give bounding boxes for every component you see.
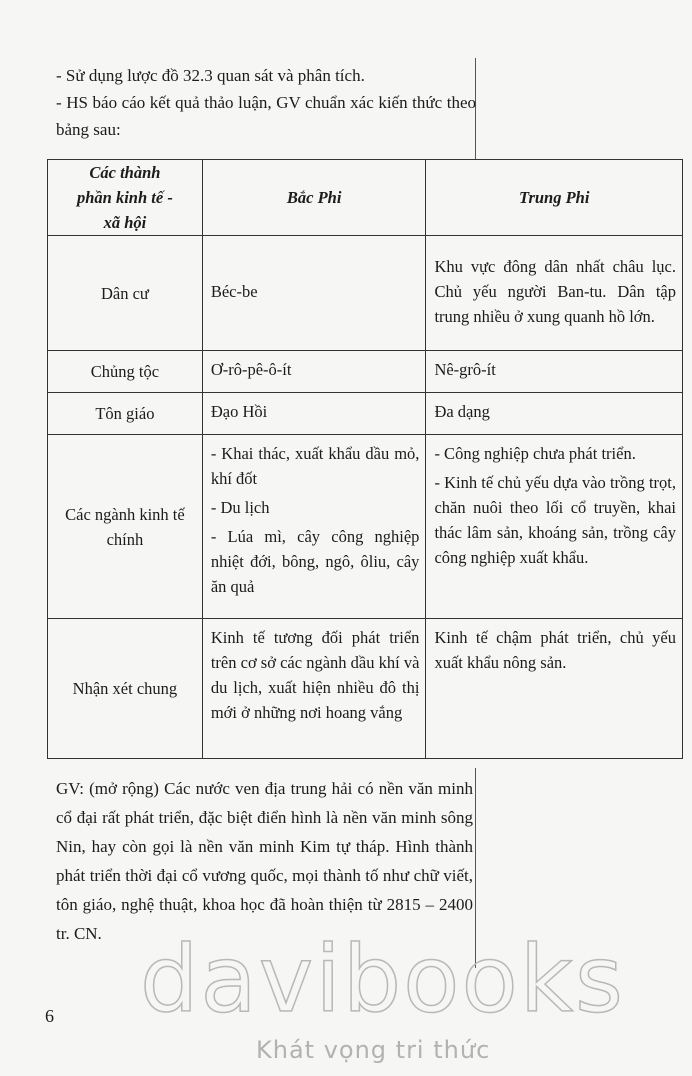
cell-text: Đa dạng — [434, 402, 490, 421]
header-bac-phi: Bắc Phi — [202, 160, 426, 236]
row-label: Dân cư — [48, 236, 203, 351]
cell-text: Ơ-rô-pê-ô-ít — [210, 360, 292, 379]
header-trung-phi: Trung Phi — [426, 160, 683, 236]
table-row — [48, 619, 683, 759]
trung-phi-cell — [426, 351, 683, 393]
bac-phi-cell — [202, 351, 426, 393]
cell-text: Đạo Hồi — [210, 402, 268, 421]
row-label: Nhận xét chung — [48, 619, 203, 759]
watermark-tagline: Khát vọng tri thức — [256, 1036, 491, 1064]
table-row — [48, 435, 683, 619]
table-row — [48, 393, 683, 435]
table-row — [48, 236, 683, 351]
bac-phi-cell — [202, 619, 426, 759]
trung-phi-cell — [426, 619, 683, 759]
cell-text: - Khai thác, xuất khẩu dầu mỏ, khí đốt — [210, 444, 420, 488]
cell-text: - Kinh tế chủ yếu dựa vào trồng trọt, chăn nuôi theo lối cổ truyền, khai thác lâm sản, khoáng sản, trồng cây công nghiệp xuất khẩu. — [434, 473, 676, 567]
cell-text: - Lúa mì, cây công nghiệp nhiệt đới, bông, ngô, ôliu, cây ăn quả — [210, 527, 420, 596]
cell-text: Kinh tế tương đối phát triển trên cơ sở các ngành dầu khí và du lịch, xuất hiện nhiều đô thị mới ở những nơi hoang vắng — [210, 628, 420, 722]
table-header-row — [48, 160, 683, 236]
watermark-logo: davibooks — [140, 926, 625, 1033]
page-number: 6 — [45, 1006, 54, 1026]
bac-phi-cell — [202, 236, 426, 351]
row-label: Tôn giáo — [48, 393, 203, 435]
cell-text: Béc-be — [210, 281, 258, 301]
trung-phi-cell — [426, 393, 683, 435]
intro-line-2: - HS báo cáo kết quả thảo luận, GV chuẩn xác kiến thức theo bảng sau: — [56, 93, 476, 139]
cell-text: Khu vực đông dân nhất châu lục. Chủ yếu người Ban-tu. Dân tập trung nhiều ở xung quanh hồ lớn. — [434, 256, 676, 326]
comparison-table — [47, 159, 683, 759]
row-label: Chủng tộc — [48, 351, 203, 393]
trung-phi-cell — [426, 236, 683, 351]
cell-text: Kinh tế chậm phát triển, chủ yếu xuất khẩu nông sản. — [434, 628, 676, 672]
trung-phi-cell — [426, 435, 683, 619]
bac-phi-cell — [202, 393, 426, 435]
header-components: Các thành phần kinh tế - xã hội — [48, 160, 203, 236]
intro-text — [56, 62, 476, 143]
table-row — [48, 351, 683, 393]
bac-phi-cell — [202, 435, 426, 619]
cell-text: Nê-grô-ít — [434, 360, 496, 379]
cell-text: - Du lịch — [210, 498, 270, 517]
gv-extension-paragraph: GV: (mở rộng) Các nước ven địa trung hải có nền văn minh cổ đại rất phát triển, đặc biệt điển hình là nền văn minh sông Nin, hay còn gọi là nền văn minh Kim tự tháp. Hình thành phát triển thời đại cổ vương quốc, mọi thành tố như chữ viết, tôn giáo, nghệ thuật, khoa học đã hoàn thiện từ 2815 – 2400 tr. CN. — [56, 779, 473, 943]
intro-line-1: - Sử dụng lược đồ 32.3 quan sát và phân tích. — [56, 66, 365, 85]
row-label: Các ngành kinh tế chính — [48, 435, 203, 619]
cell-text: - Công nghiệp chưa phát triển. — [434, 444, 636, 463]
